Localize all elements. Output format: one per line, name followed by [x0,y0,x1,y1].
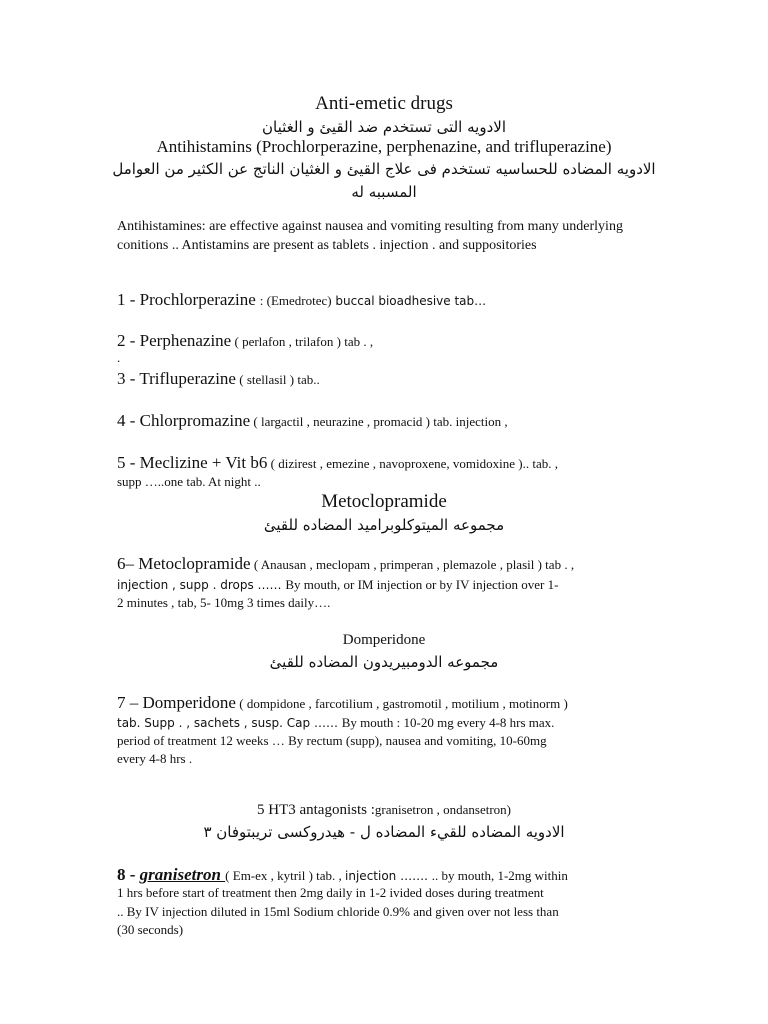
drug-5-line2: supp …..one tab. At night .. [117,474,261,489]
drug-5-name: 5 - Meclizine + Vit b6 [117,453,268,472]
drug-8-name: granisetron [139,865,226,884]
drug-8-number: 8 - [117,865,140,884]
drug-7-line [117,693,568,713]
metoclopramide-heading-arabic: مجموعه الميتوكلوبراميد المضاده للقيئ [263,516,505,534]
drug-7-name: 7 – Domperidone [117,693,236,712]
drug-1-line [117,290,486,310]
drug-7-line2 [117,714,554,732]
drug-6-forms: injection , supp . drops …… [117,578,286,592]
drug-8-dosing: .. by mouth, 1-2mg within [431,868,568,883]
drug-2-name: 2 - Perphenazine [117,331,232,350]
drug-7-line4: every 4-8 hrs . [117,751,193,766]
drug-2-line [117,331,373,351]
domperidone-heading: Domperidone [342,632,426,648]
page-title-arabic: الادويه التى تستخدم ضد القيئ و الغثيان [262,118,506,136]
drug-3-name: 3 - Trifluperazine [117,369,236,388]
page-title: Anti-emetic drugs [315,93,453,114]
drug-6-dosing: By mouth, or IM injection or by IV injection over 1- [285,577,559,592]
ht3-heading-main: 5 HT3 antagonists : [256,802,375,818]
ht3-heading-arabic: الادويه المضاده للقيء المضاده ل - هيدروكسى تريبتوفان ٣ [203,823,565,841]
drug-7-detail: ( dompidone , farcotilium , gastromotil , motilium , motinorm ) [235,696,568,711]
drug-6-name: 6– Metoclopramide [117,554,251,573]
drug-8-form: injection ……. [345,869,432,883]
drug-8-line3: .. By IV injection diluted in 15ml Sodium chloride 0.9% and given over not less than [117,904,559,919]
drug-2-dot: . [117,350,121,365]
drug-7-forms: tab. Supp . , sachets , susp. Cap …… [117,716,342,730]
drug-8-line4: (30 seconds) [117,922,184,937]
drug-1-name: 1 - Prochlorperazine [117,290,256,309]
page-subtitle-arabic-line1: الادويه المضاده للحساسيه تستخدم فى علاج القيئ و الغثيان الناتج عن الكثير من العوامل [112,160,656,178]
drug-3-detail: ( stellasil ) tab.. [235,372,320,387]
ht3-heading [0,801,768,819]
drug-8-line2: 1 hrs before start of treatment then 2mg daily in 1-2 ivided doses during treatment [117,885,544,900]
drug-4-name: 4 - Chlorpromazine [117,411,251,430]
drug-7-line3: period of treatment 12 weeks … By rectum (supp), nausea and vomiting, 10-60mg [117,733,547,748]
drug-1-brand: : (Emedrotec) [259,293,332,308]
domperidone-heading-arabic: مجموعه الدومبيريدون المضاده للقيئ [269,653,499,671]
drug-1-form: buccal bioadhesive tab… [331,294,487,308]
page-subtitle: Antihistamins (Prochlorperazine, perphenazine, and trifluperazine) [156,137,612,156]
drug-8-line [117,865,568,885]
drug-4-detail: ( largactil , neurazine , promacid ) tab. injection , [250,414,508,429]
drug-6-line2 [117,576,558,594]
drug-5-detail: ( dizirest , emezine , navoproxene, vomidoxine ).. tab. , [267,456,558,471]
drug-4-line [117,411,508,431]
drug-6-detail: ( Anausan , meclopam , primperan , plemazole , plasil ) tab . , [250,557,575,572]
drug-5-line [117,453,558,473]
drug-6-line3: 2 minutes , tab, 5- 10mg 3 times daily…. [117,595,331,610]
drug-7-dosing: By mouth : 10-20 mg every 4-8 hrs max. [341,715,555,730]
drug-8-detail: ( Em-ex , kytril ) tab. , [225,868,346,883]
drug-2-detail: ( perlafon , trilafon ) tab . , [231,334,374,349]
page-subtitle-arabic-line2: المسببه له [351,183,417,201]
metoclopramide-heading: Metoclopramide [321,491,447,512]
ht3-heading-examples: granisetron , ondansetron) [374,802,511,817]
drug-3-line [117,369,320,389]
drug-6-line [117,554,574,574]
intro-paragraph: Antihistamines: are effective against nausea and vomiting resulting from many underlying conitions .. Antistamins are present as tablets . injection . and suppositories [117,219,623,253]
